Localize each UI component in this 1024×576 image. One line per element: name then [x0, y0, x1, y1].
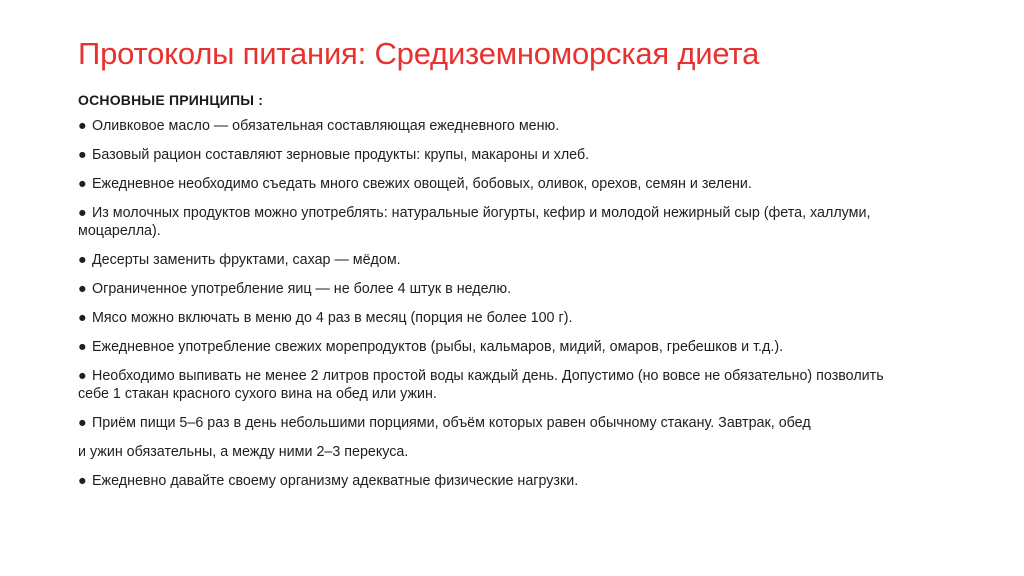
list-item: [78, 175, 898, 193]
list-item-text: Необходимо выпивать не менее 2 литров простой воды каждый день. Допустимо (но вовсе не обязательно) позволить себе 1 стакан красного сухого вина на обед или ужин.: [78, 368, 884, 402]
list-item: [78, 280, 898, 298]
list-item-continuation: [78, 443, 898, 461]
list-item-text: и ужин обязательны, а между ними 2–3 перекуса.: [78, 444, 409, 460]
bullet-icon: ●: [78, 176, 87, 192]
list-item: [78, 251, 898, 269]
bullet-icon: ●: [78, 118, 87, 134]
slide-title: Протоколы питания: Средиземноморская диета: [78, 36, 760, 71]
bullet-icon: ●: [78, 473, 87, 489]
list-item-text: Ежедневно давайте своему организму адекватные физические нагрузки.: [92, 473, 579, 489]
bullet-icon: ●: [78, 368, 87, 384]
list-item: [78, 472, 898, 490]
section-heading: ОСНОВНЫЕ ПРИНЦИПЫ :: [78, 92, 264, 108]
list-item: [78, 204, 898, 240]
list-item-text: Десерты заменить фруктами, сахар — мёдом.: [92, 252, 401, 268]
list-item-text: Приём пищи 5–6 раз в день небольшими порциями, объём которых равен обычному стакану. Завтрак, обед: [92, 415, 811, 431]
bullet-icon: ●: [78, 252, 87, 268]
principles-list: [78, 117, 898, 501]
list-item: [78, 117, 898, 135]
bullet-icon: ●: [78, 147, 87, 163]
list-item: [78, 414, 898, 432]
list-item-text: Базовый рацион составляют зерновые продукты: крупы, макароны и хлеб.: [92, 147, 590, 163]
list-item-text: Оливковое масло — обязательная составляющая ежедневного меню.: [92, 118, 560, 134]
list-item: [78, 338, 898, 356]
bullet-icon: ●: [78, 205, 87, 221]
list-item: [78, 367, 898, 403]
bullet-icon: ●: [78, 339, 87, 355]
list-item-text: Ежедневное необходимо съедать много свежих овощей, бобовых, оливок, орехов, семян и зелени.: [92, 176, 752, 192]
list-item-text: Из молочных продуктов можно употреблять: натуральные йогурты, кефир и молодой нежирный сыр (фета, халлуми, моцарелла).: [78, 205, 871, 239]
list-item-text: Ежедневное употребление свежих морепродуктов (рыбы, кальмаров, мидий, омаров, гребешков и т.д.).: [92, 339, 784, 355]
bullet-icon: ●: [78, 415, 87, 431]
list-item-text: Мясо можно включать в меню до 4 раз в месяц (порция не более 100 г).: [92, 310, 573, 326]
list-item-text: Ограниченное употребление яиц — не более 4 штук в неделю.: [92, 281, 512, 297]
list-item: [78, 146, 898, 164]
bullet-icon: ●: [78, 310, 87, 326]
bullet-icon: ●: [78, 281, 87, 297]
list-item: [78, 309, 898, 327]
